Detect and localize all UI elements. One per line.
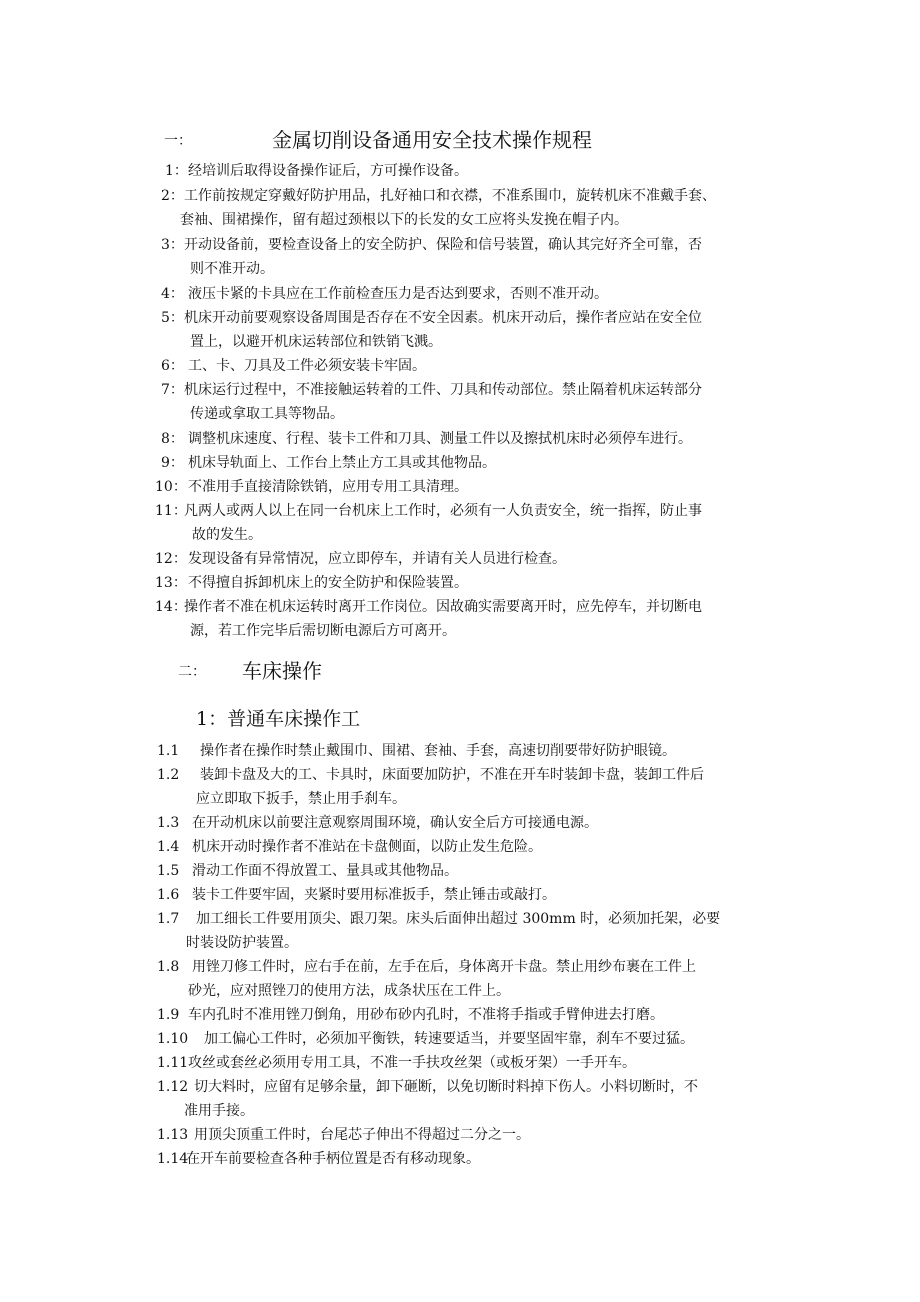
item-text: 液压卡紧的卡具应在工作前检查压力是否达到要求，否则不准开动。 bbox=[188, 286, 608, 302]
item-text: 加工细长工件要用顶尖、跟刀架。床头后面伸出超过 300mm 时，必须加托架，必要 bbox=[196, 911, 721, 927]
item-number: 10： bbox=[155, 479, 187, 495]
item-text-continued: 套袖、围裙操作，留有超过颈根以下的长发的女工应将头发挽在帽子内。 bbox=[180, 212, 628, 228]
item-number: 1.11 bbox=[157, 1055, 189, 1071]
item-text: 发现设备有异常情况，应立即停车，并请有关人员进行检查。 bbox=[188, 551, 566, 567]
item-text-continued: 时装设防护装置。 bbox=[186, 935, 298, 951]
item-number: 1： bbox=[165, 163, 188, 179]
item-number: 7： bbox=[161, 382, 184, 398]
item-number: 9： bbox=[161, 455, 184, 471]
item-text: 经培训后取得设备操作证后，方可操作设备。 bbox=[188, 163, 468, 179]
item-number: 3： bbox=[161, 237, 184, 253]
section-1-title: 金属切削设备通用安全技术操作规程 bbox=[272, 128, 592, 152]
item-text: 不准用手直接清除铁销，应用专用工具清理。 bbox=[188, 479, 468, 495]
item-text: 装卸卡盘及大的工、卡具时，床面要加防护，不准在开车时装卸卡盘，装卸工件后 bbox=[200, 767, 704, 783]
item-number: 1.1 bbox=[157, 743, 180, 759]
item-text: 机床导轨面上、工作台上禁止方工具或其他物品。 bbox=[188, 455, 496, 471]
item-text: 机床运行过程中，不准接触运转着的工件、刀具和传动部位。禁止隔着机床运转部分 bbox=[184, 382, 702, 398]
item-number: 12： bbox=[155, 551, 187, 567]
section-1-number: 一： bbox=[164, 133, 192, 149]
item-number: 1.8 bbox=[157, 959, 180, 975]
item-number: 1.14 bbox=[157, 1151, 189, 1167]
item-number: 4： bbox=[161, 286, 184, 302]
item-text: 操作者在操作时禁止戴围巾、围裙、套袖、手套，高速切削要带好防护眼镜。 bbox=[200, 743, 676, 759]
section-2-number: 二： bbox=[178, 664, 206, 680]
item-text-continued: 故的发生。 bbox=[192, 527, 262, 543]
item-number: 6： bbox=[161, 358, 184, 374]
item-number: 1.10 bbox=[157, 1031, 189, 1047]
item-text-continued: 应立即取下扳手，禁止用手刹车。 bbox=[196, 791, 406, 807]
item-text-continued: 准用手接。 bbox=[184, 1103, 254, 1119]
item-text: 调整机床速度、行程、装卡工件和刀具、测量工件以及擦拭机床时必须停车进行。 bbox=[188, 431, 692, 447]
item-text: 切大料时，应留有足够余量，卸下砸断，以免切断时料掉下伤人。小料切断时，不 bbox=[194, 1079, 698, 1095]
item-number: 13： bbox=[155, 575, 187, 591]
item-text: 用顶尖顶重工件时，台尾芯子伸出不得超过二分之一。 bbox=[194, 1127, 530, 1143]
item-number: 1.7 bbox=[157, 911, 180, 927]
item-text-continued: 砂光，应对照锉刀的使用方法，成条状压在工件上。 bbox=[188, 983, 510, 999]
item-number: 2： bbox=[161, 188, 184, 204]
item-text: 不得擅自拆卸机床上的安全防护和保险装置。 bbox=[188, 575, 468, 591]
subsection-title: 1：普通车床操作工 bbox=[196, 708, 361, 730]
item-text: 开动设备前，要检查设备上的安全防护、保险和信号装置，确认其完好齐全可靠，否 bbox=[184, 237, 702, 253]
item-number: 5： bbox=[161, 310, 184, 326]
item-text: 机床开动前要观察设备周围是否存在不安全因素。机床开动后，操作者应站在安全位 bbox=[184, 310, 702, 326]
item-text: 操作者不准在机床运转时离开工作岗位。因故确实需要离开时，应先停车，并切断电 bbox=[184, 599, 702, 615]
item-text-continued: 置上，以避开机床运转部位和铁销飞溅。 bbox=[190, 334, 442, 350]
item-text-continued: 源，若工作完毕后需切断电源后方可离开。 bbox=[190, 623, 456, 639]
item-text: 机床开动时操作者不准站在卡盘侧面，以防止发生危险。 bbox=[192, 839, 542, 855]
item-text: 加工偏心工件时，必须加平衡铁，转速要适当，并要坚固牢靠，刹车不要过猛。 bbox=[204, 1031, 694, 1047]
item-number: 1.13 bbox=[157, 1127, 189, 1143]
item-number: 11： bbox=[155, 503, 187, 519]
item-number: 14： bbox=[155, 599, 187, 615]
item-number: 1.9 bbox=[157, 1007, 180, 1023]
item-text: 在开动机床以前要注意观察周围环境，确认安全后方可接通电源。 bbox=[192, 815, 598, 831]
item-text: 凡两人或两人以上在同一台机床上工作时，必须有一人负责安全，统一指挥，防止事 bbox=[184, 503, 702, 519]
item-text: 车内孔时不准用锉刀倒角，用砂布砂内孔时，不准将手指或手臂伸进去打磨。 bbox=[188, 1007, 664, 1023]
item-text: 装卡工件要牢固，夹紧时要用标准扳手，禁止锤击或敲打。 bbox=[192, 887, 556, 903]
item-text: 滑动工作面不得放置工、量具或其他物品。 bbox=[192, 863, 458, 879]
item-text-continued: 则不准开动。 bbox=[190, 261, 274, 277]
section-2-title: 车床操作 bbox=[242, 659, 322, 683]
item-number: 1.4 bbox=[157, 839, 180, 855]
item-text: 工、卡、刀具及工件必须安装卡牢固。 bbox=[188, 358, 426, 374]
item-text: 工作前按规定穿戴好防护用品，扎好袖口和衣襟，不准系围巾，旋转机床不准戴手套、 bbox=[184, 188, 716, 204]
item-number: 1.6 bbox=[157, 887, 180, 903]
item-number: 8： bbox=[161, 431, 184, 447]
item-number: 1.12 bbox=[157, 1079, 189, 1095]
item-text-continued: 传递或拿取工具等物品。 bbox=[190, 406, 344, 422]
item-text: 攻丝或套丝必须用专用工具，不准一手扶攻丝架（或板牙架）一手开车。 bbox=[188, 1055, 636, 1071]
item-number: 1.2 bbox=[157, 767, 180, 783]
item-text: 用锉刀修工件时，应右手在前，左手在后，身体离开卡盘。禁止用纱布裹在工件上 bbox=[192, 959, 696, 975]
item-number: 1.3 bbox=[157, 815, 180, 831]
item-number: 1.5 bbox=[157, 863, 180, 879]
item-text: 在开车前要检查各种手柄位置是否有移动现象。 bbox=[186, 1151, 480, 1167]
